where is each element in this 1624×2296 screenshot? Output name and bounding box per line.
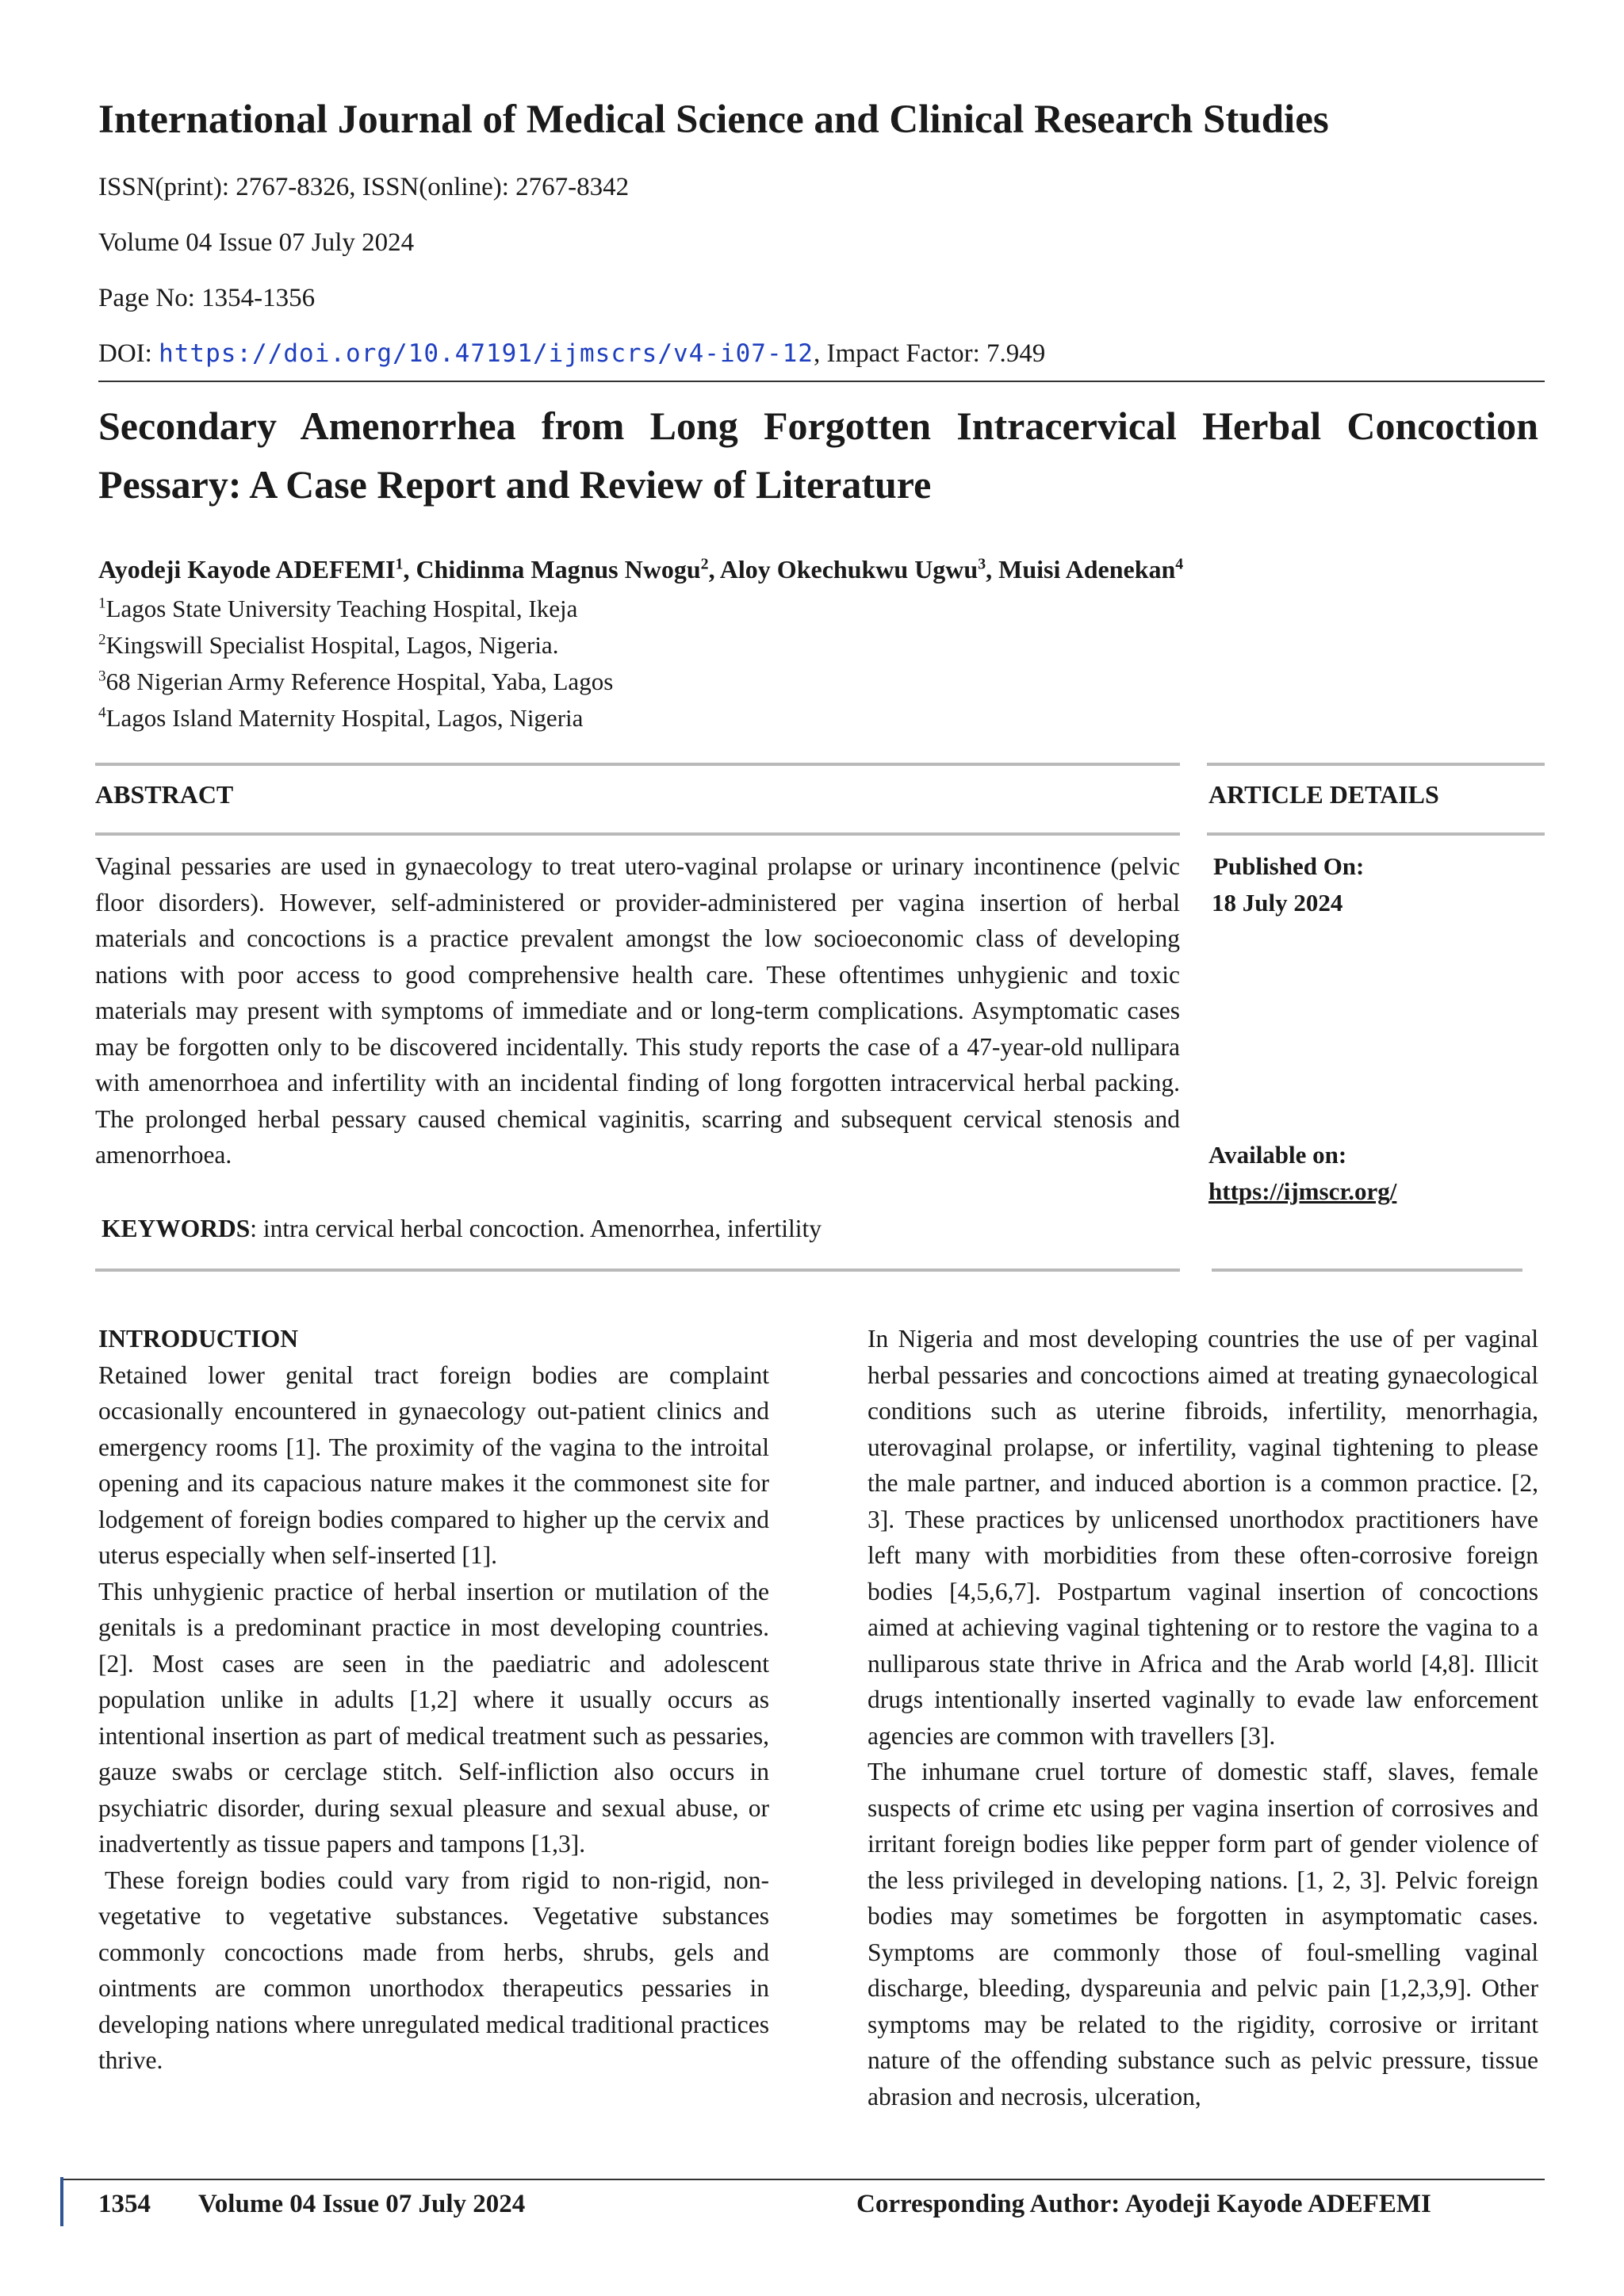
affiliation-mark: 1: [98, 595, 106, 612]
author-affiliation-mark: 4: [1175, 555, 1184, 573]
introduction-heading: INTRODUCTION: [98, 1325, 299, 1353]
right-column: [868, 1321, 1538, 2114]
affiliation-mark: 4: [98, 704, 106, 721]
impact-factor: , Impact Factor: 7.949: [813, 339, 1046, 368]
author-name: Chidinma Magnus Nwogu: [416, 555, 701, 584]
doi-label: DOI:: [98, 339, 159, 368]
affiliation-text: Lagos Island Maternity Hospital, Lagos, Nigeria: [105, 704, 584, 732]
details-bottom-rule: [1212, 1269, 1522, 1272]
details-top-rule: [1207, 763, 1545, 766]
author-affiliation-mark: 1: [395, 555, 404, 573]
journal-website-link[interactable]: https://ijmscr.org/: [1208, 1177, 1397, 1205]
affiliation-text: 68 Nigerian Army Reference Hospital, Yaba, Lagos: [105, 668, 614, 695]
abstract-bottom-rule: [95, 1269, 1180, 1272]
affiliation: [98, 668, 613, 696]
doi-line: [98, 339, 1045, 369]
abstract-heading-rule: [95, 832, 1180, 836]
abstract-heading: ABSTRACT: [95, 780, 234, 809]
paragraph: In Nigeria and most developing countries the use of per vaginal herbal pessaries and concoctions aimed at treating gynaecological conditions such as uterine fibroids, infertility, menorrhagia, uterovaginal prolapse, or infertility, vaginal tightening to please the male partner, and induced abortion is a common practice. [2, 3]. These practices by unlicensed unorthodox practitioners have left many with morbidities from these often-corrosive foreign bodies [4,5,6,7]. Postpartum vaginal insertion of concoctions aimed at achieving vaginal tightening or to restore the vagina to a nulliparous state thrive in Africa and the Arab world [4,8]. Illicit drugs intentionally inserted vaginally to evade law enforcement agencies are common with travellers [3].: [868, 1325, 1538, 1750]
paragraph: This unhygienic practice of herbal insertion or mutilation of the genitals is a predominant practice in most developing countries. [2]. Most cases are seen in the paediatric and adolescent population unlike in adults [1,2] where it usually occurs as intentional insertion as part of medical treatment such as pessaries, gauze swabs or cerclage stitch. Self-infliction also occurs in psychiatric disorder, during sexual pleasure and sexual abuse, or inadvertently as tissue papers and tampons [1,3].: [98, 1577, 769, 1858]
author-affiliation-mark: 2: [700, 555, 709, 573]
paragraph: These foreign bodies could vary from rigid to non-rigid, non-vegetative to vegetative substances. Vegetative substances commonly concoctions made from herbs, shrubs, gels and ointments are common unorthodox therapeutics pessaries in developing nations where unregulated medical traditional practices thrive.: [98, 1866, 769, 2074]
abstract-top-rule: [95, 763, 1180, 766]
volume-line: Volume 04 Issue 07 July 2024: [98, 228, 415, 257]
corresponding-author: Corresponding Author: Ayodeji Kayode ADEFEMI: [856, 2190, 1431, 2218]
footer-rule: [63, 2179, 1545, 2180]
author-list: Ayodeji Kayode ADEFEMI$^1$, Chidinma Magnus Nwogu$^2$, Aloy Okechukwu Ugwu$^3$, Muisi Adenekan$^4$: [98, 555, 1184, 584]
affiliation-mark: 2: [98, 631, 106, 649]
available-label: Available on:: [1208, 1141, 1347, 1169]
affiliation-mark: 3: [98, 668, 106, 685]
published-date: 18 July 2024: [1212, 889, 1343, 916]
article-details-heading: ARTICLE DETAILS: [1208, 780, 1439, 809]
header-rule: [98, 381, 1545, 382]
affiliation-text: Kingswill Specialist Hospital, Lagos, Nigeria.: [105, 631, 559, 659]
details-heading-rule: [1207, 832, 1545, 836]
affiliation-text: Lagos State University Teaching Hospital, Ikeja: [105, 595, 578, 622]
abstract-text: Vaginal pessaries are used in gynaecology to treat utero-vaginal prolapse or urinary incontinence (pelvic floor disorders). However, self-administered or provider-administered per vagina insertion of herbal materials and concoctions is a practice prevalent amongst the low socioeconomic class of developing nations with poor access to good comprehensive health care. These oftentimes unhygienic and toxic materials may present with symptoms of immediate and or long-term complications. Asymptomatic cases may be forgotten only to be discovered incidentally. This study reports the case of a 47-year-old nullipara with amenorrhoea and infertility with an incidental finding of long forgotten intracervical herbal packing. The prolonged herbal pessary caused chemical vaginitis, scarring and subsequent cervical stenosis and amenorrhoea.: [95, 852, 1180, 1169]
keywords-label: KEYWORDS: [102, 1215, 251, 1242]
doi-link[interactable]: https://doi.org/10.47191/ijmscrs/v4-i07-12: [159, 339, 814, 368]
paper-title: Secondary Amenorrhea from Long Forgotten Intracervical Herbal Concoction Pessary: A Case Report and Review of Literature: [98, 404, 1538, 507]
affiliation: [98, 631, 558, 660]
page-number: 1354: [98, 2190, 151, 2218]
author-name: Muisi Adenekan: [998, 555, 1176, 584]
paragraph: Retained lower genital tract foreign bodies are complaint occasionally encountered in gynaecology out-patient clinics and emergency rooms [1]. The proximity of the vagina to the introital opening and its capacious nature makes it the commonest site for lodgement of foreign bodies compared to higher up the cervix and uterus especially when self-inserted [1].: [98, 1360, 769, 1569]
affiliation: [98, 595, 577, 623]
author-affiliation-mark: 3: [978, 555, 986, 573]
keywords-text: : intra cervical herbal concoction. Amenorrhea, infertility: [250, 1215, 822, 1242]
author-name: Ayodeji Kayode ADEFEMI: [98, 555, 396, 584]
author-name: Aloy Okechukwu Ugwu: [719, 555, 979, 584]
issn-line: ISSN(print): 2767-8326, ISSN(online): 2767-8342: [98, 173, 630, 201]
published-label: Published On:: [1213, 852, 1365, 880]
footer-accent-bar: [60, 2177, 63, 2226]
page-range-line: Page No: 1354-1356: [98, 284, 316, 312]
affiliation: [98, 704, 583, 733]
keywords-line: [102, 1215, 822, 1243]
paragraph: The inhumane cruel torture of domestic staff, slaves, female suspects of crime etc using per vagina insertion of corrosives and irritant foreign bodies like pepper form part of gender violence of the less privileged in developing nations. [1, 2, 3]. Pelvic foreign bodies may sometimes be forgotten in asymptomatic cases. Symptoms are commonly those of foul-smelling vaginal discharge, bleeding, dyspareunia and pelvic pain [1,2,3,9]. Other symptoms may be related to the rigidity, corrosive or irritant nature of the offending substance such as pelvic pressure, tissue abrasion and necrosis, ulceration,: [868, 1758, 1538, 2110]
left-column: [98, 1321, 769, 2079]
journal-title: International Journal of Medical Science and Clinical Research Studies: [98, 98, 1329, 142]
footer-issue: Volume 04 Issue 07 July 2024: [198, 2190, 526, 2218]
